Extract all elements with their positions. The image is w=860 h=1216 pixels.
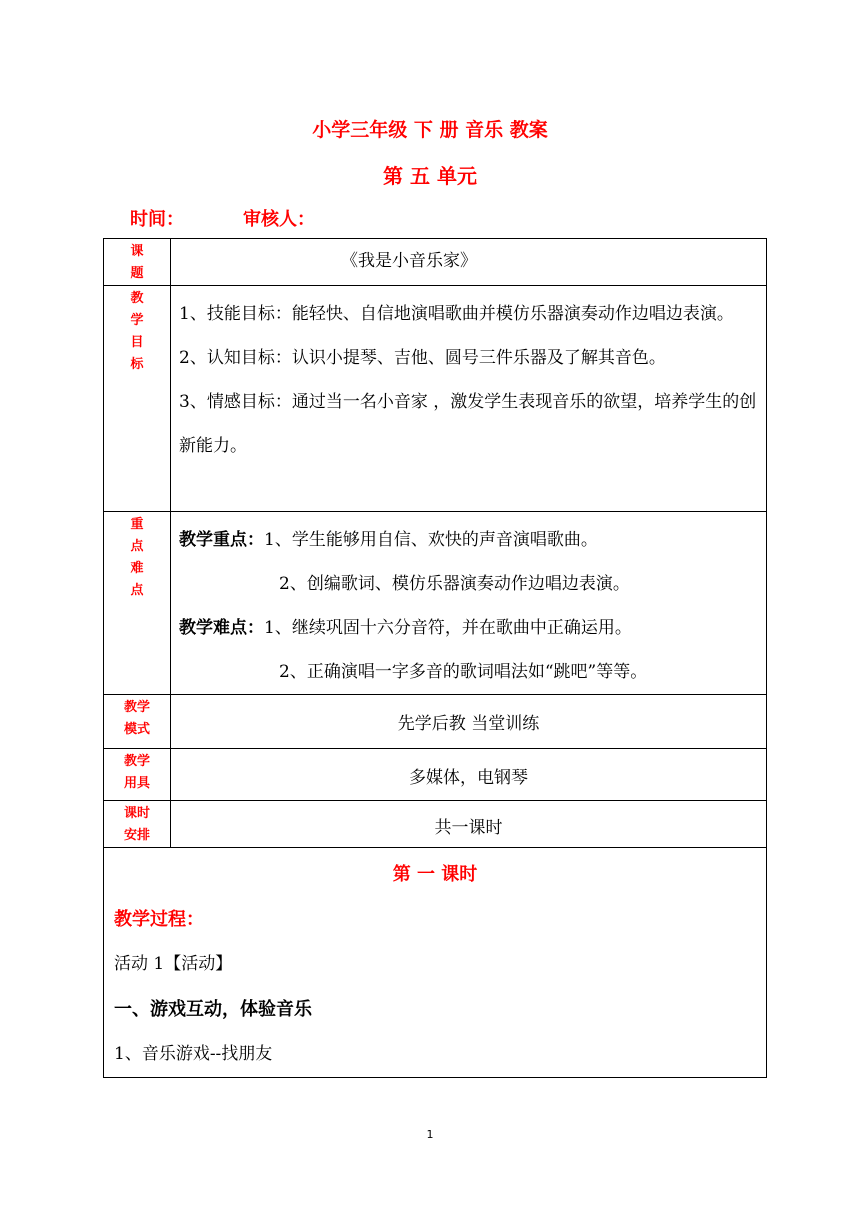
topic-row [104,239,767,286]
difficulty-line-1 [179,606,760,650]
difficulty-label: 教学难点： [179,618,264,638]
step-item: 1、音乐游戏--找朋友 [114,1044,273,1064]
difficulty-item: 1、继续巩固十六分音符，并在歌曲中正确运用。 [264,618,632,638]
goals-row [104,286,767,512]
lesson-heading: 第 一 课时 [392,864,478,885]
focus-item: 1、学生能够用自信、欢快的声音演唱歌曲。 [264,530,598,550]
difficulty-item: 2、正确演唱一字多音的歌词唱法如“跳吧”等等。 [279,662,648,682]
key-points-row [104,512,767,695]
topic-label: 课题 [130,244,144,281]
goal-item: 1、技能目标：能轻快、自信地演唱歌曲并模仿乐器演奏动作边唱边表演。 [179,304,734,324]
focus-item: 2、创编歌词、模仿乐器演奏动作边唱边表演。 [279,574,630,594]
lesson-row [104,848,767,1078]
hours-value: 共一课时 [171,801,767,848]
tools-value: 多媒体，电钢琴 [171,749,767,801]
hours-row [104,801,767,848]
tools-label-cell [104,749,171,801]
focus-label: 教学重点： [179,530,264,550]
reviewer-label: 审核人： [243,209,315,230]
key-points-content [171,512,767,695]
document-title: 小学三年级 下 册 音乐 教案 [312,119,548,141]
key-points-label: 重点难点 [130,517,144,598]
goals-content [171,286,767,512]
key-points-label-cell [104,512,171,695]
goal-item: 3、情感目标：通过当一名小音家 ，激发学生表现音乐的欲望，培养学生的创新能力。 [179,392,757,456]
section-heading: 一、游戏互动，体验音乐 [114,999,312,1020]
lesson-plan-table [103,238,767,1078]
tools-row [104,749,767,801]
goals-label: 教学目标 [130,291,144,372]
mode-value: 先学后教 当堂训练 [171,695,767,749]
goals-label-cell [104,286,171,512]
hours-label: 课时安排 [123,806,150,843]
hours-label-cell [104,801,171,848]
mode-label-cell [104,695,171,749]
topic-value: 《我是小音乐家》 [171,239,767,286]
focus-line-1 [179,518,760,562]
process-label: 教学过程： [114,909,204,930]
goal-item: 2、认知目标：认识小提琴、吉他、圆号三件乐器及了解其音色。 [179,348,666,368]
time-label: 时间： [130,209,184,230]
mode-label: 教学模式 [123,700,150,737]
unit-title: 第 五 单元 [383,164,477,188]
lesson-content [104,848,767,1078]
mode-row [104,695,767,749]
tools-label: 教学用具 [123,754,150,791]
activity-label: 活动 1【活动】 [114,954,233,974]
page-number: 1 [426,1128,434,1141]
topic-label-cell [104,239,171,286]
